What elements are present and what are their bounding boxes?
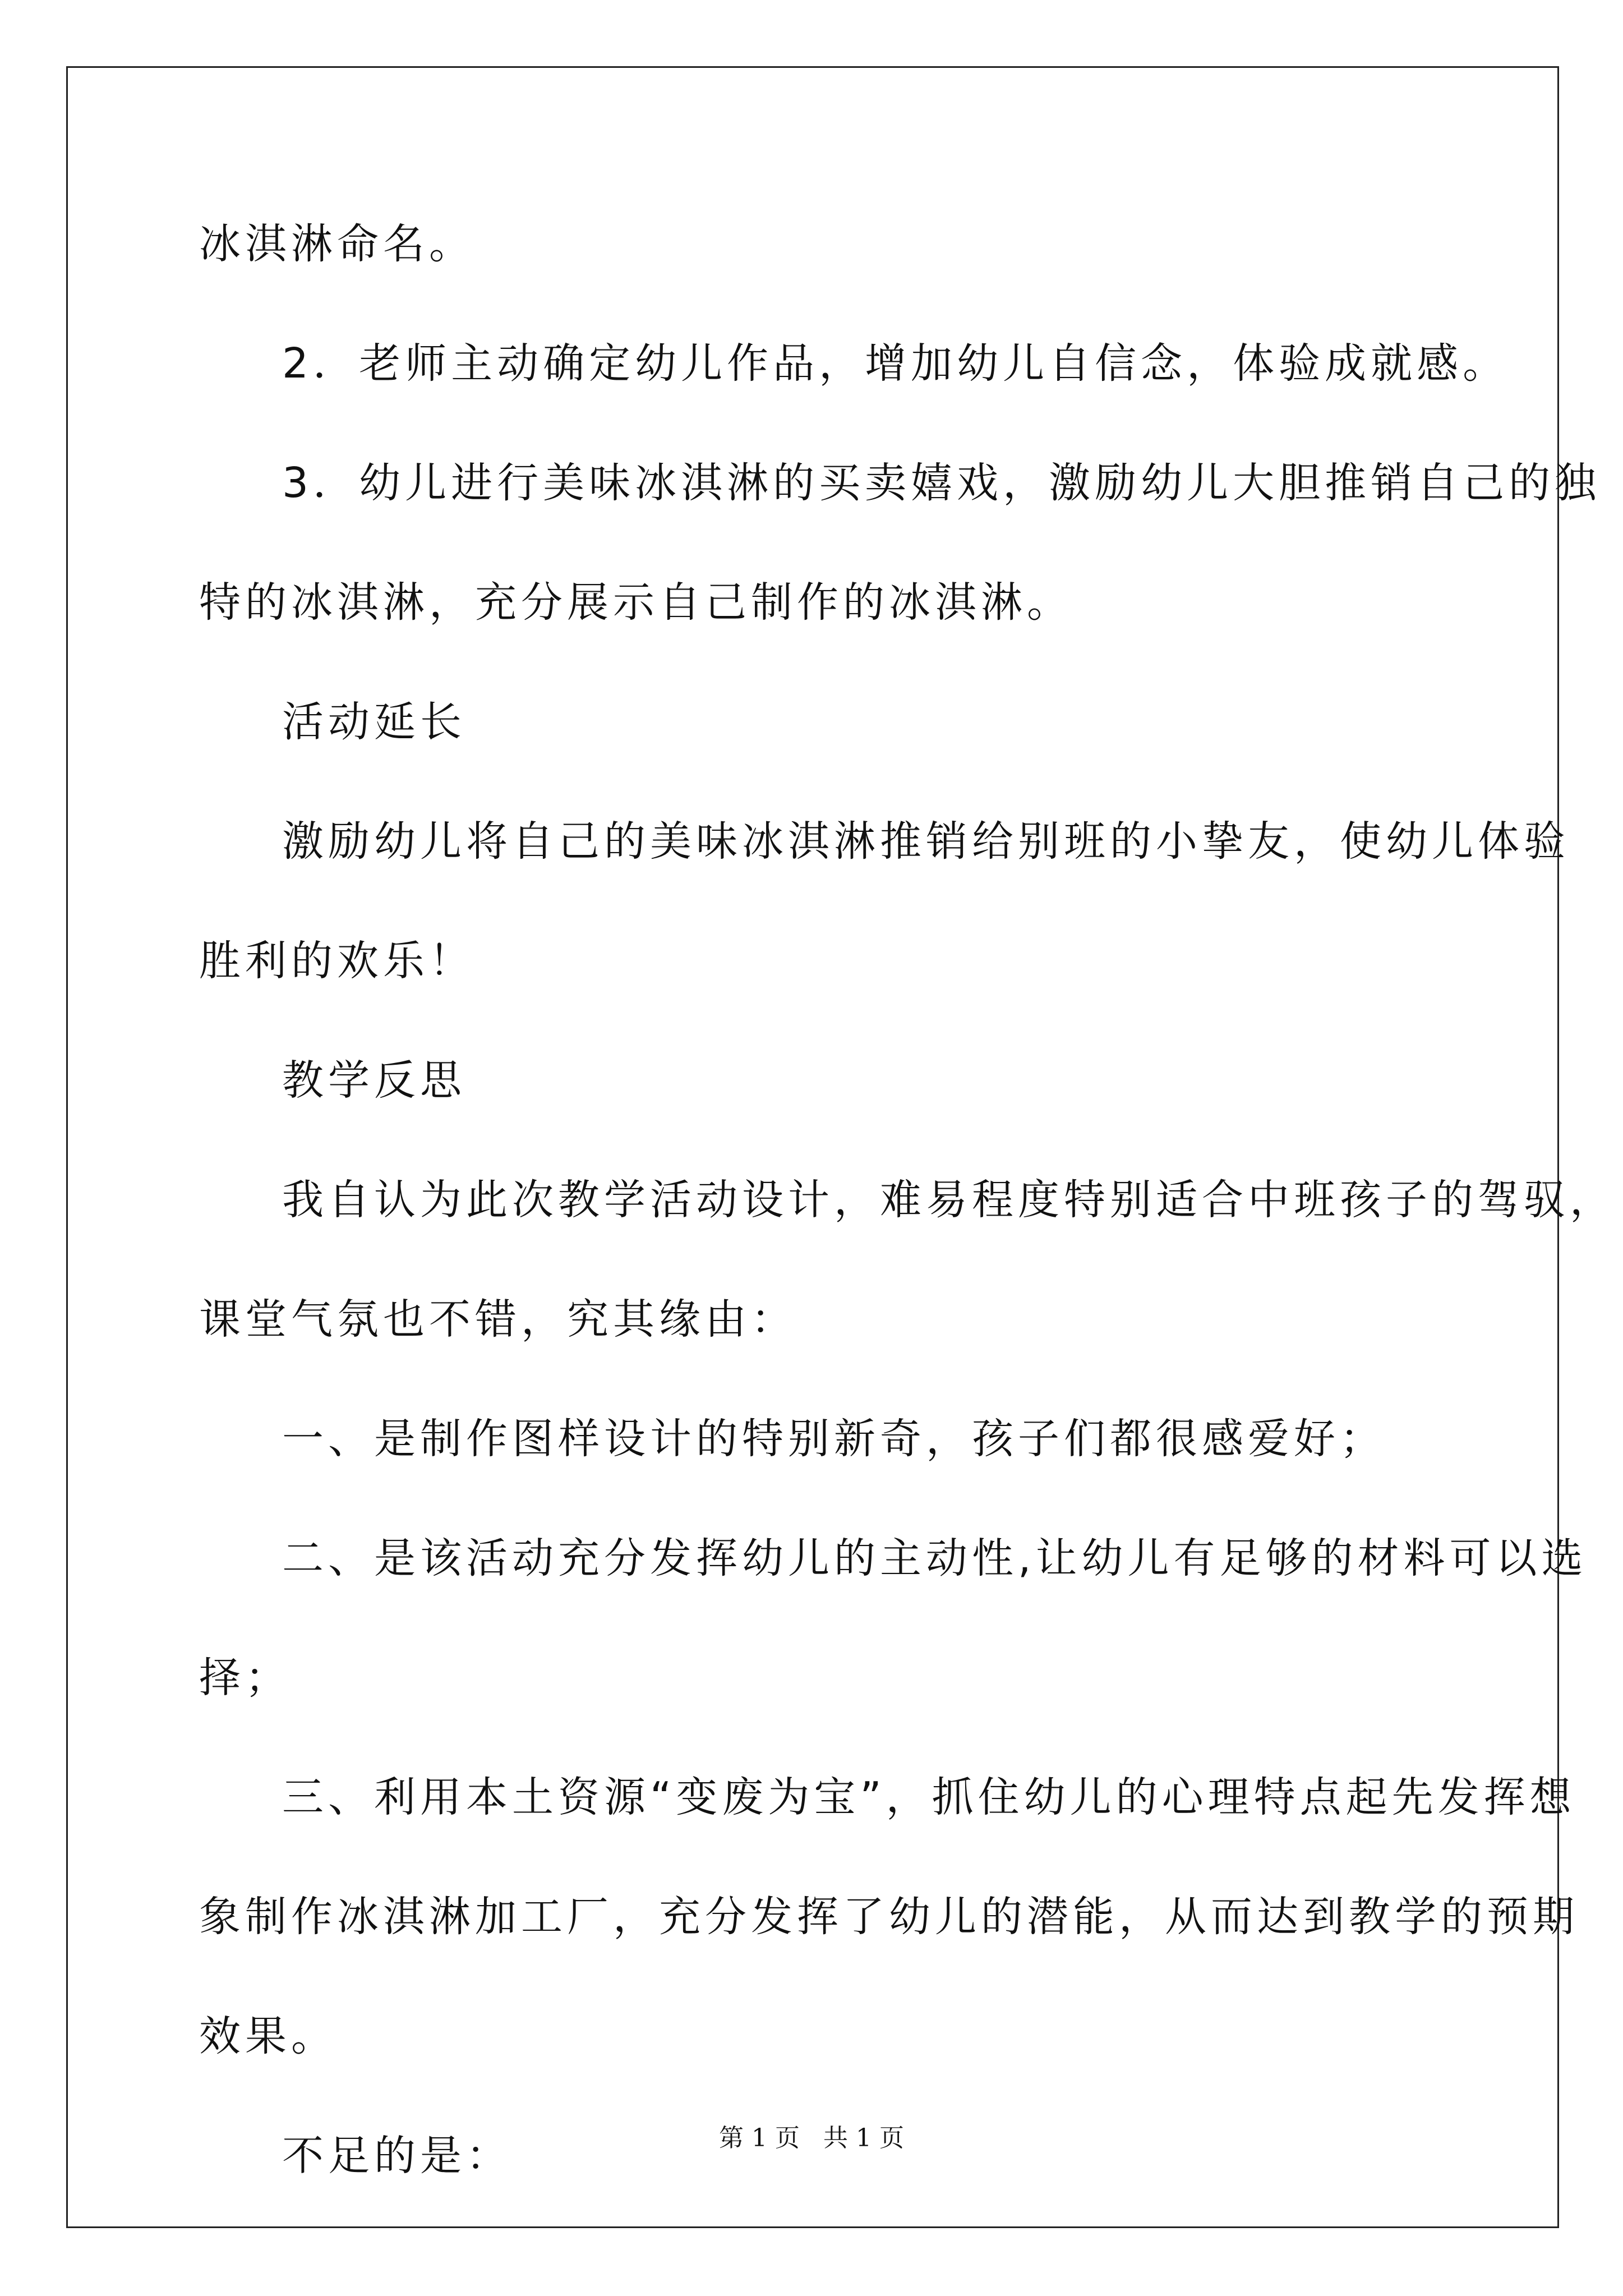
text-line: 3．幼儿进行美味冰淇淋的买卖嬉戏，激励幼儿大胆推销自己的独 — [282, 459, 1601, 507]
text-line: 择； — [199, 1654, 291, 1702]
text-line: 特的冰淇淋，充分展示自己制作的冰淇淋。 — [199, 578, 1073, 627]
text-line: 二、是该活动充分发挥幼儿的主动性,让幼儿有足够的材料可以选 — [282, 1534, 1588, 1582]
text-line: 象制作冰淇淋加工厂，充分发挥了幼儿的潜能，从而达到教学的预期 — [199, 1893, 1579, 1941]
page-footer: 第 1 页 共 1 页 — [719, 2124, 904, 2152]
section-heading: 活动延长 — [282, 698, 466, 746]
text-line: 三、利用本土资源“变废为宝”，抓住幼儿的心理特点起先发挥想 — [282, 1773, 1576, 1821]
text-line: 课堂气氛也不错，究其缘由： — [199, 1295, 797, 1343]
text-line: 不足的是： — [282, 2132, 512, 2180]
section-heading: 教学反思 — [282, 1056, 466, 1105]
text-line: 一、是制作图样设计的特别新奇，孩子们都很感爱好； — [282, 1415, 1386, 1463]
text-line: 2．老师主动确定幼儿作品，增加幼儿自信念，体验成就感。 — [282, 339, 1509, 388]
text-line: 激励幼儿将自己的美味冰淇淋推销给别班的小挚友，使幼儿体验 — [282, 817, 1570, 866]
text-line: 冰淇淋命名。 — [199, 220, 475, 268]
text-line: 效果。 — [199, 2012, 337, 2060]
text-line: 胜利的欢乐！ — [199, 937, 475, 985]
text-line: 我自认为此次教学活动设计，难易程度特别适合中班孩子的驾驭， — [282, 1176, 1616, 1224]
